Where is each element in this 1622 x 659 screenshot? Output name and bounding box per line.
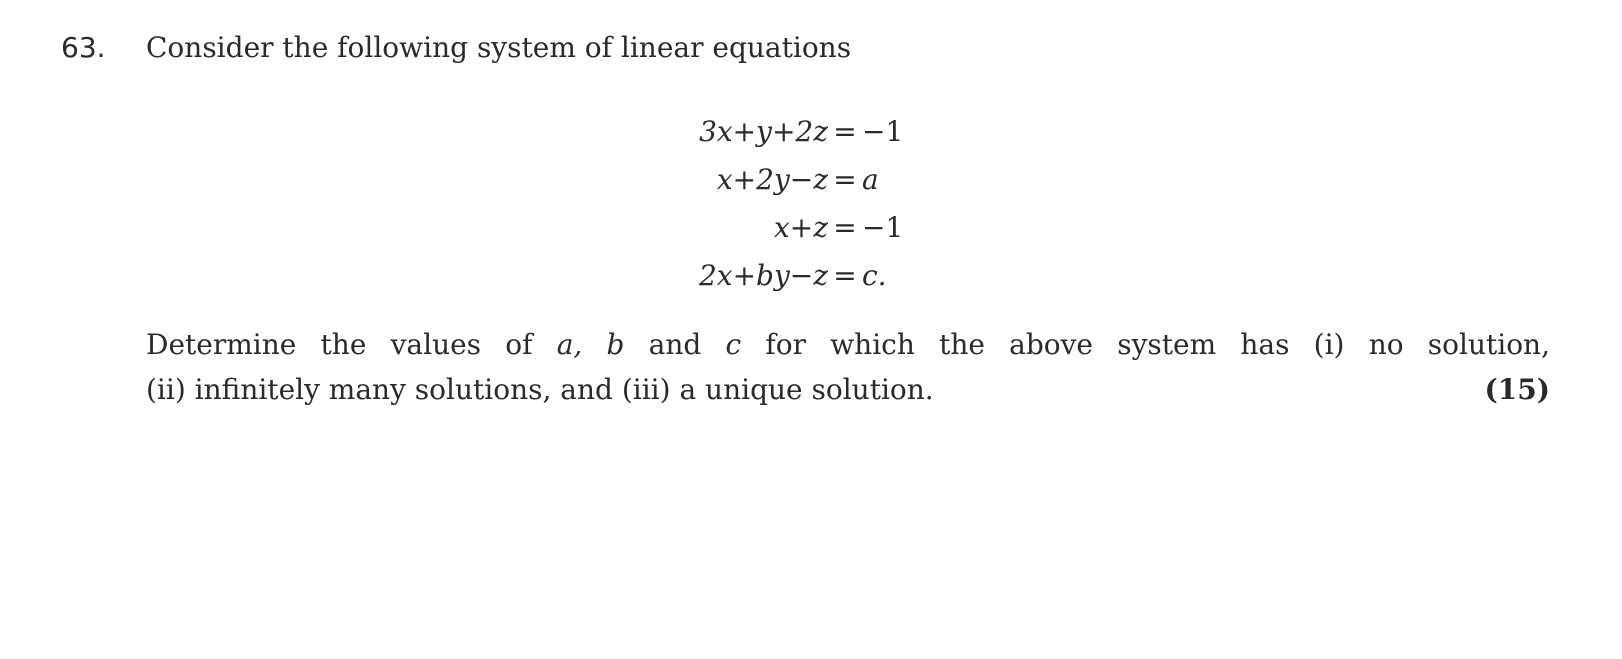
equation-sign: = — [833, 163, 857, 196]
equation-sign: = — [833, 259, 857, 292]
question-body-line-1 — [146, 325, 1550, 365]
equation-row — [600, 208, 910, 256]
equation-row — [600, 160, 910, 208]
equation-lhs: x+z — [773, 211, 828, 244]
body-word: has — [1240, 328, 1290, 361]
question-intro: Consider the following system of linear equations — [146, 31, 852, 64]
body-word: solution, — [1427, 328, 1550, 361]
question-body-line-2 — [146, 370, 1550, 410]
body-word: for — [765, 328, 806, 361]
equation-sign: = — [833, 211, 857, 244]
equation-rhs: a — [862, 163, 879, 196]
equation-lhs: 2x+by−z — [698, 259, 828, 292]
marks-label: (15) — [1484, 373, 1550, 406]
body-word: the — [939, 328, 985, 361]
equation-row — [600, 256, 910, 304]
variable-c: c — [725, 328, 742, 361]
question-number: 63. — [61, 31, 106, 64]
body-word: no — [1368, 328, 1404, 361]
body-word: values — [390, 328, 482, 361]
body-word: system — [1117, 328, 1217, 361]
equation-rhs: c. — [862, 259, 887, 292]
body-word: which — [830, 328, 915, 361]
body-word: Determine — [146, 328, 297, 361]
body-word: (i) — [1313, 328, 1345, 361]
body-word: the — [320, 328, 367, 361]
equation-system — [600, 112, 910, 304]
question-body-text: (ii) infinitely many solutions, and (iii) a unique solution. — [146, 373, 934, 406]
equation-rhs: −1 — [862, 115, 904, 148]
variable-a: a, — [556, 328, 583, 361]
equation-lhs: 3x+y+2z — [699, 115, 828, 148]
equation-sign: = — [833, 115, 857, 148]
equation-row — [600, 112, 910, 160]
equation-lhs: x+2y−z — [716, 163, 828, 196]
body-word: above — [1009, 328, 1094, 361]
body-word: of — [505, 328, 533, 361]
equation-rhs: −1 — [862, 211, 904, 244]
variable-b: b — [606, 328, 625, 361]
body-word: and — [648, 328, 702, 361]
